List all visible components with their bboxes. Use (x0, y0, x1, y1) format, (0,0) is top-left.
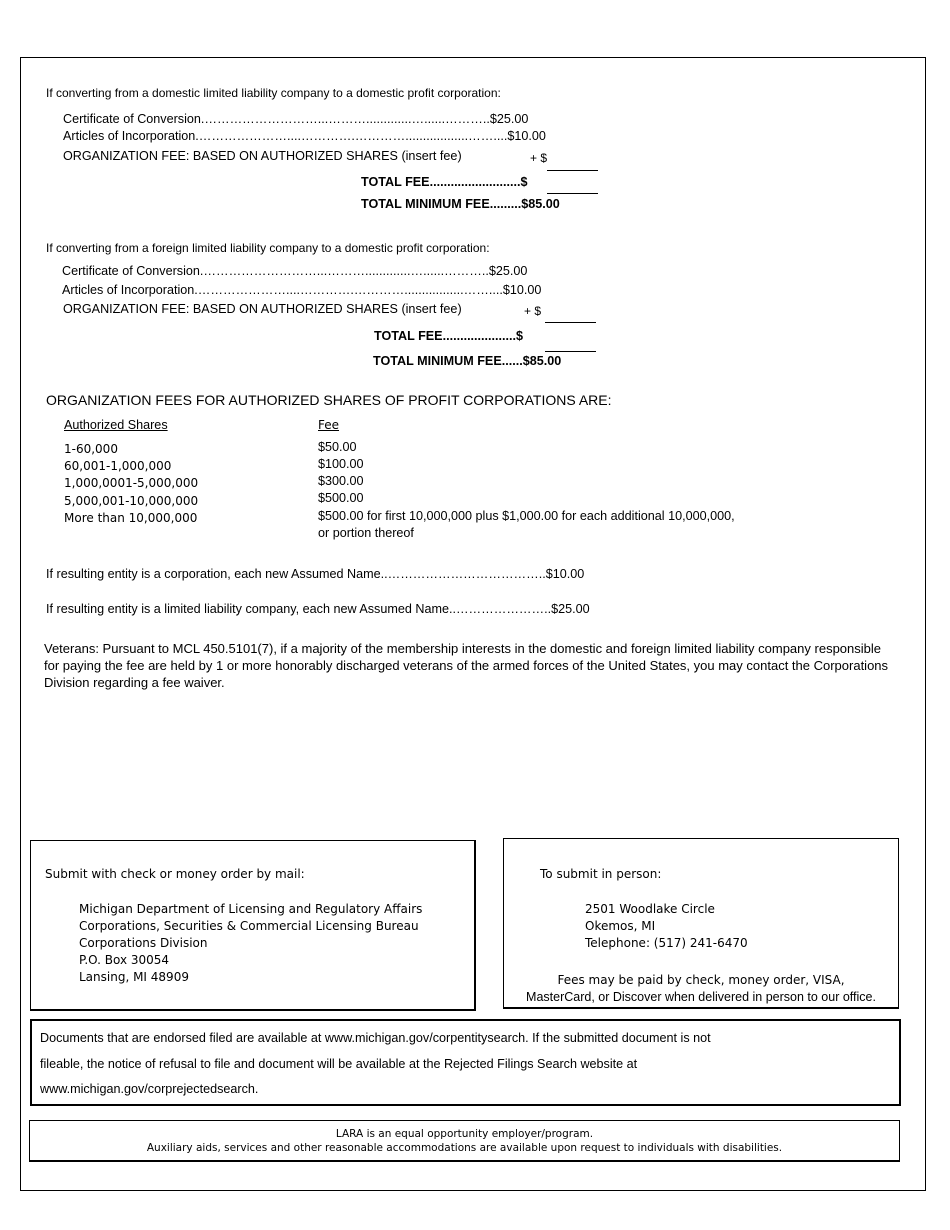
domestic-articles-line: Articles of Incorporation.…………………....………….…………..................……....$10.00 (63, 129, 546, 143)
shares-row-4: 5,000,001-10,000,000 (64, 494, 199, 508)
foreign-total-fee-field[interactable] (545, 351, 596, 352)
col-header-fee: Fee (318, 418, 340, 432)
foreign-org-fee-label: ORGANIZATION FEE: BASED ON AUTHORIZED SHARES (insert fee) (63, 302, 462, 316)
fee-row-5: $500.00 for first 10,000,000 plus $1,000.00 for each additional 10,000,000, (318, 509, 735, 523)
shares-row-3: 1,000,0001-5,000,000 (64, 476, 199, 490)
lara-notice-box (29, 1120, 900, 1162)
in-person-address-line: Okemos, MI (585, 919, 656, 933)
mail-heading: Submit with check or money order by mail: (45, 867, 305, 881)
documents-line-3: www.michigan.gov/corprejectedsearch. (40, 1082, 259, 1096)
foreign-certificate-line: Certificate of Conversion.………………………...……….............…......………..$25.00 (62, 264, 528, 278)
mail-address-line: Corporations Division (79, 936, 208, 950)
shares-row-5: More than 10,000,000 (64, 511, 198, 525)
assumed-name-llc: If resulting entity is a limited liability company, each new Assumed Name..…………………..$25.00 (46, 602, 590, 616)
domestic-plus-dollar: + $ (530, 151, 548, 165)
in-person-address (585, 901, 748, 952)
mail-address-line: Michigan Department of Licensing and Regulatory Affairs (79, 902, 423, 916)
fee-row-1: $50.00 (318, 440, 357, 454)
foreign-articles-line: Articles of Incorporation.…………………....………….………….................……....$10.00 (62, 283, 542, 297)
mail-address-line: Lansing, MI 48909 (79, 970, 189, 984)
shares-row-2: 60,001-1,000,000 (64, 459, 172, 473)
domestic-total-minimum-fee: TOTAL MINIMUM FEE.........$85.00 (361, 197, 560, 211)
in-person-payment-note-1: Fees may be paid by check, money order, VISA, (557, 973, 845, 987)
lara-line-2: Auxiliary aids, services and other reasonable accommodations are available upon request to individuals with disabilities. (146, 1142, 783, 1154)
fee-row-5-continued: or portion thereof (318, 526, 414, 540)
domestic-certificate-line: Certificate of Conversion.………………………...……….............…......………..$25.00 (63, 112, 529, 126)
domestic-org-fee-field[interactable] (547, 170, 598, 171)
foreign-total-fee: TOTAL FEE.....................$ (374, 329, 524, 343)
fee-row-3: $300.00 (318, 474, 364, 488)
domestic-total-fee-field[interactable] (547, 193, 598, 194)
foreign-plus-dollar: + $ (524, 304, 542, 318)
org-fees-heading: ORGANIZATION FEES FOR AUTHORIZED SHARES OF PROFIT CORPORATIONS ARE: (46, 392, 612, 408)
fee-row-2: $100.00 (318, 457, 364, 471)
shares-row-1: 1-60,000 (64, 442, 118, 456)
in-person-heading: To submit in person: (540, 867, 662, 881)
domestic-total-fee: TOTAL FEE..........................$ (361, 175, 528, 189)
veterans-paragraph: Veterans: Pursuant to MCL 450.5101(7), if a majority of the membership interests in the domestic and foreign limited liability company responsible for paying the fee are held by 1 or more honorably discharged veterans of the armed forces of the United States, you may contact the Corporations Division regarding a fee waiver. (44, 641, 889, 690)
documents-line-1: Documents that are endorsed filed are available at www.michigan.gov/corpentitysearch. If the submitted document is not (40, 1031, 711, 1045)
mail-address-line: P.O. Box 30054 (79, 953, 170, 967)
in-person-payment-note-2: MasterCard, or Discover when delivered in person to our office. (526, 990, 876, 1004)
col-header-authorized-shares: Authorized Shares (64, 418, 168, 432)
mail-address (79, 901, 422, 986)
documents-line-2: fileable, the notice of refusal to file and document will be available at the Rejected Filings Search website at (40, 1057, 638, 1071)
domestic-heading: If converting from a domestic limited liability company to a domestic profit corporation: (46, 86, 501, 100)
lara-line-1: LARA is an equal opportunity employer/program. (335, 1128, 594, 1140)
foreign-org-fee-field[interactable] (545, 322, 596, 323)
assumed-name-corporation: If resulting entity is a corporation, each new Assumed Name..………………………………..$10.00 (46, 567, 585, 581)
foreign-heading: If converting from a foreign limited liability company to a domestic profit corporation: (46, 241, 490, 255)
foreign-total-minimum-fee: TOTAL MINIMUM FEE......$85.00 (373, 354, 562, 368)
fee-row-4: $500.00 (318, 491, 364, 505)
in-person-address-line: Telephone: (517) 241-6470 (585, 936, 748, 950)
mail-address-line: Corporations, Securities & Commercial Licensing Bureau (79, 919, 419, 933)
in-person-address-line: 2501 Woodlake Circle (585, 902, 715, 916)
domestic-org-fee-label: ORGANIZATION FEE: BASED ON AUTHORIZED SHARES (insert fee) (63, 149, 462, 163)
